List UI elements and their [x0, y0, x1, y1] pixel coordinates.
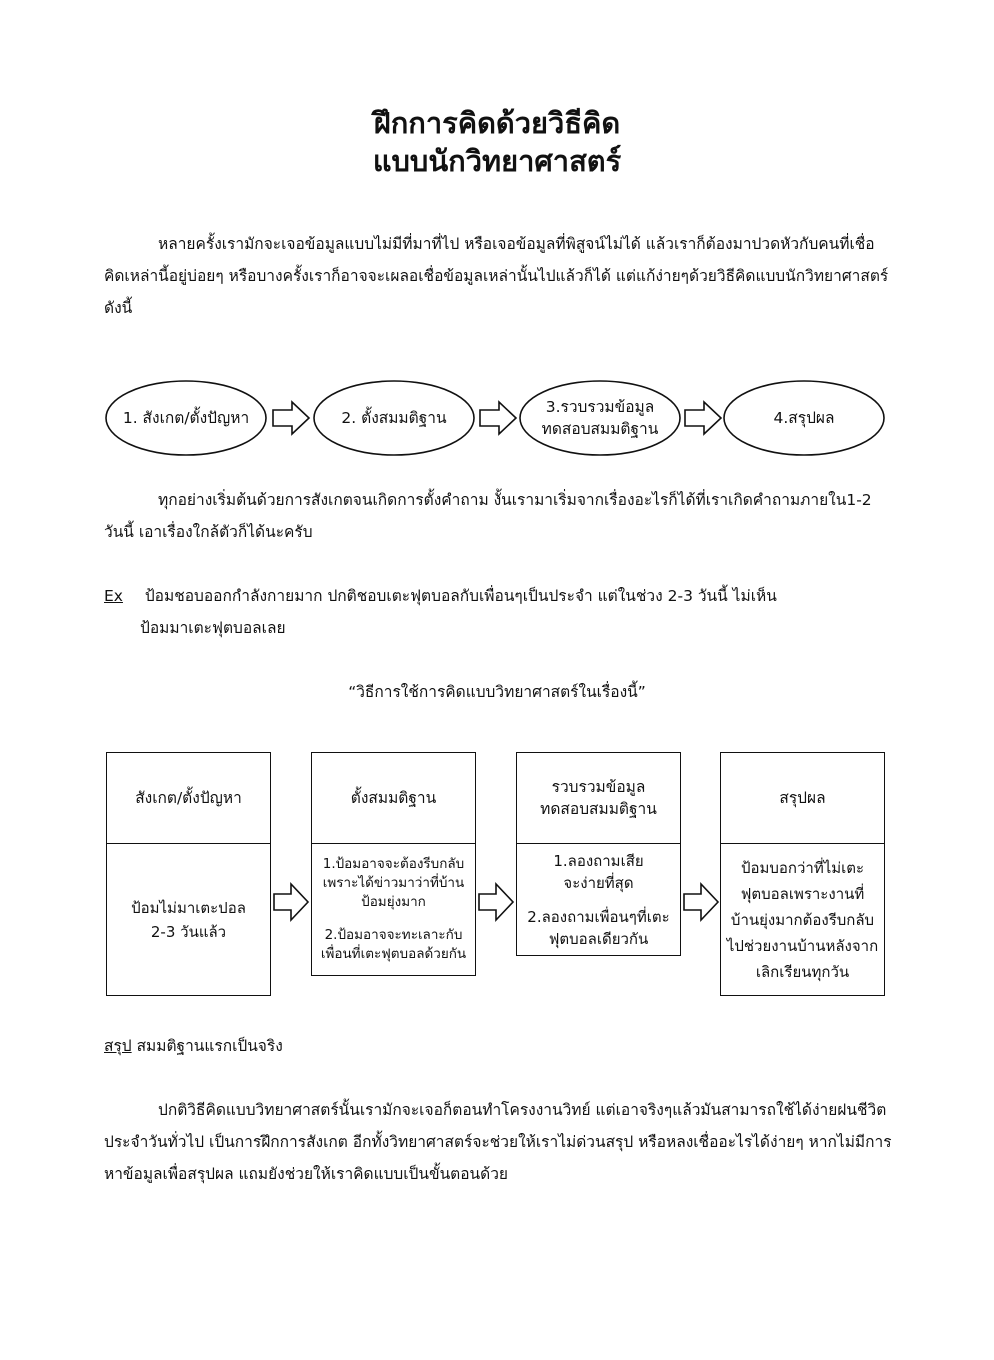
flow-step-3-line2: ทดสอบสมมติฐาน: [541, 420, 659, 438]
example-line1: ป้อมชอบออกกำลังกายมาก ปกติชอบเตะฟุตบอลกับเพื่อนๆเป็นประจำ แต่ในช่วง 2-3 วันนี้ ไม่เห็น: [144, 587, 777, 605]
page-title-line1: ฝึกการคิดด้วยวิธีคิด: [373, 106, 621, 140]
table-col4-line3: บ้านยุ่งมากต้องรีบกลับ: [730, 910, 875, 929]
method-title: “วิธีการใช้การคิดแบบวิทยาศาสตร์ในเรื่องนี้”: [348, 683, 646, 701]
table-col2-a2: เพราะได้ข่าวมาว่าที่บ้าน: [322, 875, 465, 891]
table-col2-a1: 1.ป้อมอาจจะต้องรีบกลับ: [322, 856, 465, 872]
example-block: [104, 580, 894, 644]
table-col1-line2: 2-3 วันแล้ว: [150, 922, 227, 941]
table-col2-b1: 2.ป้อมอาจจะทะเลาะกับ: [324, 927, 463, 943]
flow-step-4: 4.สรุปผล: [773, 409, 835, 427]
table-col3-b2: ฟุตบอลเดียวกัน: [548, 930, 649, 948]
flow-step-2: 2. ตั้งสมมติฐาน: [341, 409, 447, 427]
flow-step-3-line1: 3.รวบรวมข้อมูล: [545, 398, 655, 416]
table-col1-line1: ป้อมไม่มาเตะปอล: [131, 898, 246, 917]
table-col2-b2: เพื่อนที่เตะฟุตบอลด้วยกัน: [320, 946, 467, 962]
summary-text: สมมติฐานแรกเป็นจริง: [136, 1037, 283, 1055]
table-col4-line1: ป้อมบอกว่าที่ไม่เตะ: [740, 858, 865, 877]
summary-line: [104, 1030, 894, 1062]
table-col1-head: สังเกต/ตั้งปัญหา: [106, 752, 271, 844]
table-col4-line5: เลิกเรียนทุกวัน: [755, 962, 850, 981]
table-col4-line2: ฟุตบอลเพราะงานที่: [740, 884, 865, 903]
table-arrow-2: [479, 884, 513, 920]
table-col3-b1: 2.ลองถามเพื่อนๆที่เตะ: [527, 908, 670, 926]
summary-label: สรุป: [104, 1037, 132, 1055]
table-col3-head: [516, 752, 681, 844]
table-col2-body: [311, 844, 476, 976]
flow-step-3: [520, 392, 680, 444]
table-col2-head: ตั้งสมมติฐาน: [311, 752, 476, 844]
table-col3-head-line2: ทดสอบสมมติฐาน: [540, 800, 657, 818]
table-col3-body: [516, 844, 681, 956]
flow-step-1: 1. สังเกต/ตั้งปัญหา: [122, 409, 250, 427]
table-col4-line4: ไปช่วยงานบ้านหลังจาก: [726, 936, 879, 955]
table-col3-head-line1: รวบรวมข้อมูล: [551, 778, 646, 796]
table-col3-a1: 1.ลองถามเสีย: [553, 852, 644, 870]
flow-arrow-2: [480, 402, 516, 434]
flow-arrow-1: [273, 402, 309, 434]
table-col2-a3: ป้อมยุ่งมาก: [361, 894, 426, 910]
table-col1-body: [106, 844, 271, 996]
table-arrow-3: [684, 884, 718, 920]
flow-arrow-3: [685, 402, 721, 434]
table-col3-a2: จะง่ายที่สุด: [563, 874, 634, 892]
table-col4-head: สรุปผล: [720, 752, 885, 844]
table-arrow-1: [274, 884, 308, 920]
example-label: Ex: [104, 587, 123, 605]
table-col4-body: [720, 844, 885, 996]
page-title-line2: แบบนักวิทยาศาสตร์: [372, 144, 622, 178]
closing-paragraph: ปกติวิธีคิดแบบวิทยาศาสตร์นั้นเรามักจะเจอก็ตอนทำโครงงานวิทย์ แต่เอาจริงๆแล้วมันสามารถใช้ได้ง่ายฝนชีวิตประจำวันทั่วไป เป็นการฝึกการสังเกต อีกทั้งวิทยาศาสตร์จะช่วยให้เราไม่ด่วนสรุป หรือหลงเชื่ออะไรได้ง่ายๆ หากไม่มีการหาข้อมูลเพื่อสรุปผล แถมยังช่วยให้เราคิดแบบเป็นขั้นตอนด้วย: [104, 1101, 892, 1183]
observation-paragraph: ทุกอย่างเริ่มต้นด้วยการสังเกตจนเกิดการตั้งคำถาม งั้นเรามาเริ่มจากเรื่องอะไรก็ได้ที่เราเกิดคำถามภายใน1-2 วันนี้ เอาเรื่องใกล้ตัวก็ได้นะครับ: [104, 491, 872, 541]
example-line2: ป้อมมาเตะฟุตบอลเลย: [140, 619, 286, 637]
intro-paragraph: หลายครั้งเรามักจะเจอข้อมูลแบบไม่มีที่มาที่ไป หรือเจอข้อมูลที่พิสูจน์ไม่ได้ แล้วเราก็ต้องมาปวดหัวกับคนที่เชื่อคิดเหล่านี้อยู่บ่อยๆ หรือบางครั้งเราก็อาจจะเผลอเชื่อข้อมูลเหล่านั้นไปแล้วก็ได้ แต่แก้ง่ายๆด้วยวิธีคิดแบบนักวิทยาศาสตร์ ดังนี้: [104, 235, 889, 317]
